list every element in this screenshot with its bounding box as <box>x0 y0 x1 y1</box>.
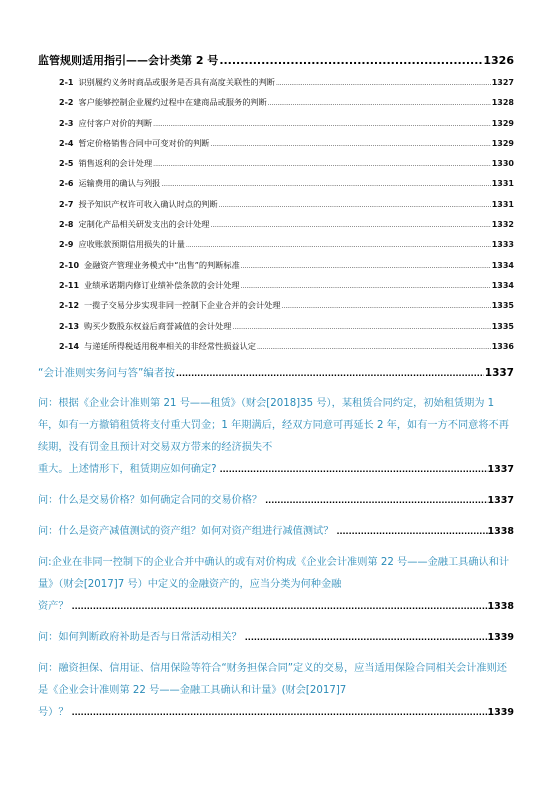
question-page: 1339 <box>487 707 514 719</box>
toc-item[interactable] <box>59 133 514 153</box>
dot-leader <box>210 216 490 236</box>
dot-leader <box>72 596 488 618</box>
toc-subitems <box>38 72 514 356</box>
toc-item[interactable] <box>59 234 514 254</box>
table-of-contents <box>38 50 514 724</box>
item-page: 1327 <box>491 78 514 87</box>
item-number: 2-2 <box>59 98 74 108</box>
question-page: 1337 <box>487 464 514 476</box>
item-number: 2-5 <box>59 159 74 169</box>
item-number: 2-7 <box>59 199 74 209</box>
toc-section-heading[interactable] <box>38 50 514 72</box>
dot-leader <box>265 490 487 512</box>
item-number: 2-11 <box>59 280 80 290</box>
dot-leader <box>210 135 490 155</box>
item-text: 应收账款预期信用损失的计量 <box>78 239 185 250</box>
item-text: 金融资产管理业务模式中“出售”的判断标准 <box>84 259 240 270</box>
toc-item[interactable] <box>59 72 514 92</box>
item-page: 1328 <box>491 98 514 108</box>
item-page: 1331 <box>491 179 514 189</box>
dot-leader <box>219 50 482 72</box>
item-text: 应付客户对价的判断 <box>78 117 153 128</box>
item-text: 购买少数股东权益后商誉减值的会计处理 <box>84 320 232 331</box>
section-page: 1326 <box>483 54 514 67</box>
dot-leader <box>276 74 491 94</box>
item-text: 业绩承诺期内修订业绩补偿条款的会计处理 <box>84 279 240 290</box>
item-number: 2-12 <box>59 301 80 311</box>
item-text: 一揽子交易分步实现非同一控制下企业合并的会计处理 <box>84 300 281 311</box>
dot-leader <box>268 94 491 114</box>
dot-leader <box>220 459 488 481</box>
question-text: 问：什么是交易价格？如何确定合同的交易价格？ <box>38 495 263 507</box>
dot-leader <box>153 155 491 175</box>
question-text: 问：根据《企业会计准则第 21 号——租赁》（财会[2018]35 号），某租赁合同约定，初始租赁期为 1 年，如有一方撤销租赁将支付重大罚金；1 年期满后，经双方同意可再延长 2 年，如有一方不同意将不再续期，没有罚金且预计对交易双方带来的经济损失不 <box>38 398 509 454</box>
question-page: 1339 <box>487 632 514 644</box>
question-text: 问：融资担保、信用证、信用保险等符合“财务担保合同”定义的交易，应当适用保险合同相关会计准则还是《企业会计准则第 22 号——金融工具确认和计量》(财会[2017]7 <box>38 663 507 697</box>
item-number: 2-1 <box>59 78 74 87</box>
toc-question[interactable] <box>38 490 514 512</box>
item-text: 暂定价格销售合同中可变对价的判断 <box>78 137 210 148</box>
question-text-end: 号）？ <box>38 707 69 719</box>
question-text: 问：什么是资产减值测试的资产组？如何对资产组进行减值测试？ <box>38 526 334 538</box>
toc-item[interactable] <box>59 336 514 356</box>
item-number: 2-8 <box>59 220 74 230</box>
dot-leader <box>176 363 484 385</box>
toc-item[interactable] <box>59 275 514 295</box>
item-page: 1336 <box>491 341 514 351</box>
item-text: 与递延所得税适用税率相关的非经常性损益认定 <box>84 340 256 351</box>
toc-item[interactable] <box>59 92 514 112</box>
item-page: 1333 <box>491 240 514 250</box>
toc-item[interactable] <box>59 194 514 214</box>
item-number: 2-9 <box>59 240 74 250</box>
item-number: 2-10 <box>59 260 80 270</box>
dot-leader <box>245 627 488 649</box>
item-page: 1330 <box>491 159 514 169</box>
toc-item[interactable] <box>59 214 514 234</box>
item-page: 1334 <box>491 260 514 270</box>
dot-leader <box>232 318 490 338</box>
item-text: 定制化产品相关研发支出的会计处理 <box>78 219 210 230</box>
toc-question[interactable] <box>38 627 514 649</box>
item-text: 客户能够控制企业履约过程中在建商品或服务的判断 <box>78 97 267 108</box>
dot-leader <box>257 338 491 358</box>
toc-item[interactable] <box>59 295 514 315</box>
item-page: 1332 <box>491 220 514 230</box>
item-text: 运输费用的确认与列报 <box>78 178 161 189</box>
question-text: 问:企业在非同一控制下的企业合并中确认的或有对价构成《企业会计准则第 22 号——金融工具确认和计量》（财会[2017]7 号）中定义的金融资产的，应当分类为何种金融 <box>38 557 510 591</box>
item-page: 1331 <box>491 199 514 209</box>
dot-leader <box>72 702 488 724</box>
item-number: 2-3 <box>59 118 74 128</box>
item-text: 授予知识产权许可收入确认时点的判断 <box>78 198 218 209</box>
dot-leader <box>241 277 491 297</box>
dot-leader <box>186 236 491 256</box>
item-number: 2-4 <box>59 138 74 148</box>
dot-leader <box>241 257 491 277</box>
dot-leader <box>153 115 491 135</box>
toc-question[interactable] <box>38 658 514 724</box>
dot-leader <box>282 297 491 317</box>
toc-item[interactable] <box>59 255 514 275</box>
item-text: 识别履约义务时商品或服务是否具有高度关联性的判断 <box>78 77 275 87</box>
item-page: 1329 <box>491 138 514 148</box>
item-page: 1334 <box>491 280 514 290</box>
item-page: 1335 <box>491 301 514 311</box>
toc-item[interactable] <box>59 173 514 193</box>
section-title: 监管规则适用指引——会计类第 2 号 <box>38 54 219 67</box>
toc-question[interactable] <box>38 521 514 543</box>
toc-question[interactable] <box>38 552 514 618</box>
question-page: 1338 <box>487 526 514 538</box>
qa-section-title: “会计准则实务问与答”编者按 <box>38 367 175 380</box>
item-number: 2-13 <box>59 321 80 331</box>
toc-question[interactable] <box>38 393 514 481</box>
toc-item[interactable] <box>59 113 514 133</box>
toc-item[interactable] <box>59 316 514 336</box>
question-text-end: 重大。上述情形下，租赁期应如何确定? <box>38 464 217 476</box>
qa-section-page: 1337 <box>484 367 514 380</box>
qa-section-heading[interactable] <box>38 362 514 384</box>
question-text-end: 资产？ <box>38 601 69 613</box>
toc-item[interactable] <box>59 153 514 173</box>
dot-leader <box>161 175 490 195</box>
dot-leader <box>336 521 487 543</box>
item-number: 2-14 <box>59 341 80 351</box>
item-number: 2-6 <box>59 179 74 189</box>
item-page: 1329 <box>491 118 514 128</box>
item-page: 1335 <box>491 321 514 331</box>
dot-leader <box>219 196 491 216</box>
question-page: 1338 <box>487 601 514 613</box>
question-text: 问：如何判断政府补助是否与日常活动相关？ <box>38 632 242 644</box>
item-text: 销售返利的会计处理 <box>78 158 153 169</box>
question-page: 1337 <box>487 495 514 507</box>
